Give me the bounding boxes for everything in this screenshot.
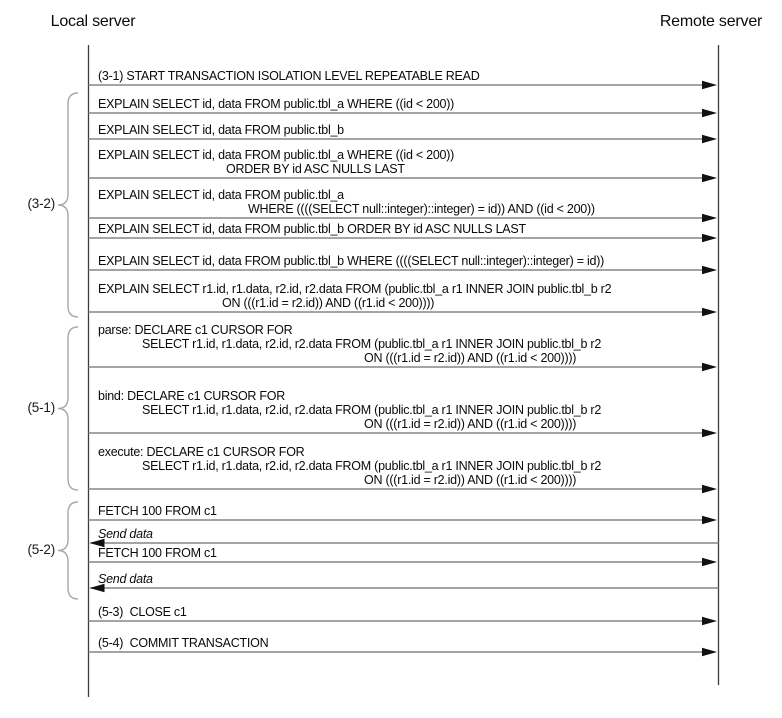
message-line: EXPLAIN SELECT id, data FROM public.tbl_a WHERE ((id < 200)) [98,148,455,162]
message-line: (3-1) START TRANSACTION ISOLATION LEVEL REPEATABLE READ [98,69,480,83]
message-text [98,254,718,268]
message-line: (5-3) CLOSE c1 [98,605,187,619]
message-line: EXPLAIN SELECT id, data FROM public.tbl_b ORDER BY id ASC NULLS LAST [98,222,526,236]
message-line: (5-4) COMMIT TRANSACTION [98,636,269,650]
message-line: FETCH 100 FROM c1 [98,504,217,518]
local-server-label: Local server [50,13,136,30]
message-line: bind: DECLARE c1 CURSOR FOR [98,389,286,403]
message-line: ON (((r1.id = r2.id)) AND ((r1.id < 200)))) [222,296,435,310]
group-label: (3-2) [27,196,55,211]
message-text [98,605,718,619]
message-text [98,323,718,365]
message-text [98,282,718,310]
message-text [98,222,718,236]
message-text [98,69,718,83]
message-line: EXPLAIN SELECT id, data FROM public.tbl_b [98,123,344,137]
message-text [98,445,718,487]
message-line: EXPLAIN SELECT id, data FROM public.tbl_b WHERE ((((SELECT null::integer)::integer) = id)) [98,254,605,268]
message-text [98,97,718,111]
message-line: WHERE ((((SELECT null::integer)::integer) = id)) AND ((id < 200)) [248,202,595,216]
message-text [98,527,718,541]
message-text [98,546,718,560]
message-line: EXPLAIN SELECT id, data FROM public.tbl_a WHERE ((id < 200)) [98,97,455,111]
message-line: execute: DECLARE c1 CURSOR FOR [98,445,305,459]
message-line: EXPLAIN SELECT id, data FROM public.tbl_a [98,188,344,202]
message-text [98,148,718,176]
message-text [98,123,718,137]
message-line: FETCH 100 FROM c1 [98,546,217,560]
message-line: ON (((r1.id = r2.id)) AND ((r1.id < 200)))) [364,351,577,365]
message-text [98,504,718,518]
message-line: SELECT r1.id, r1.data, r2.id, r2.data FROM (public.tbl_a r1 INNER JOIN public.tbl_b r2 [142,403,602,417]
message-line: SELECT r1.id, r1.data, r2.id, r2.data FROM (public.tbl_a r1 INNER JOIN public.tbl_b r2 [142,337,602,351]
message-text [98,572,718,586]
message-text [98,188,718,216]
message-line: parse: DECLARE c1 CURSOR FOR [98,323,293,337]
message-line: ORDER BY id ASC NULLS LAST [226,162,405,176]
message-line: ON (((r1.id = r2.id)) AND ((r1.id < 200)))) [364,473,577,487]
message-line: Send data [98,572,153,586]
remote-server-label: Remote server [659,13,763,30]
message-text [98,389,718,431]
group-label: (5-2) [27,541,55,557]
message-line: ON (((r1.id = r2.id)) AND ((r1.id < 200)))) [364,417,577,431]
message-line: EXPLAIN SELECT r1.id, r1.data, r2.id, r2.data FROM (public.tbl_a r1 INNER JOIN public.tbl_b r2 [98,282,612,296]
message-line: Send data [98,527,153,541]
message-text [98,636,718,650]
group-label: (5-1) [27,399,55,415]
message-line: SELECT r1.id, r1.data, r2.id, r2.data FROM (public.tbl_a r1 INNER JOIN public.tbl_b r2 [142,459,602,473]
